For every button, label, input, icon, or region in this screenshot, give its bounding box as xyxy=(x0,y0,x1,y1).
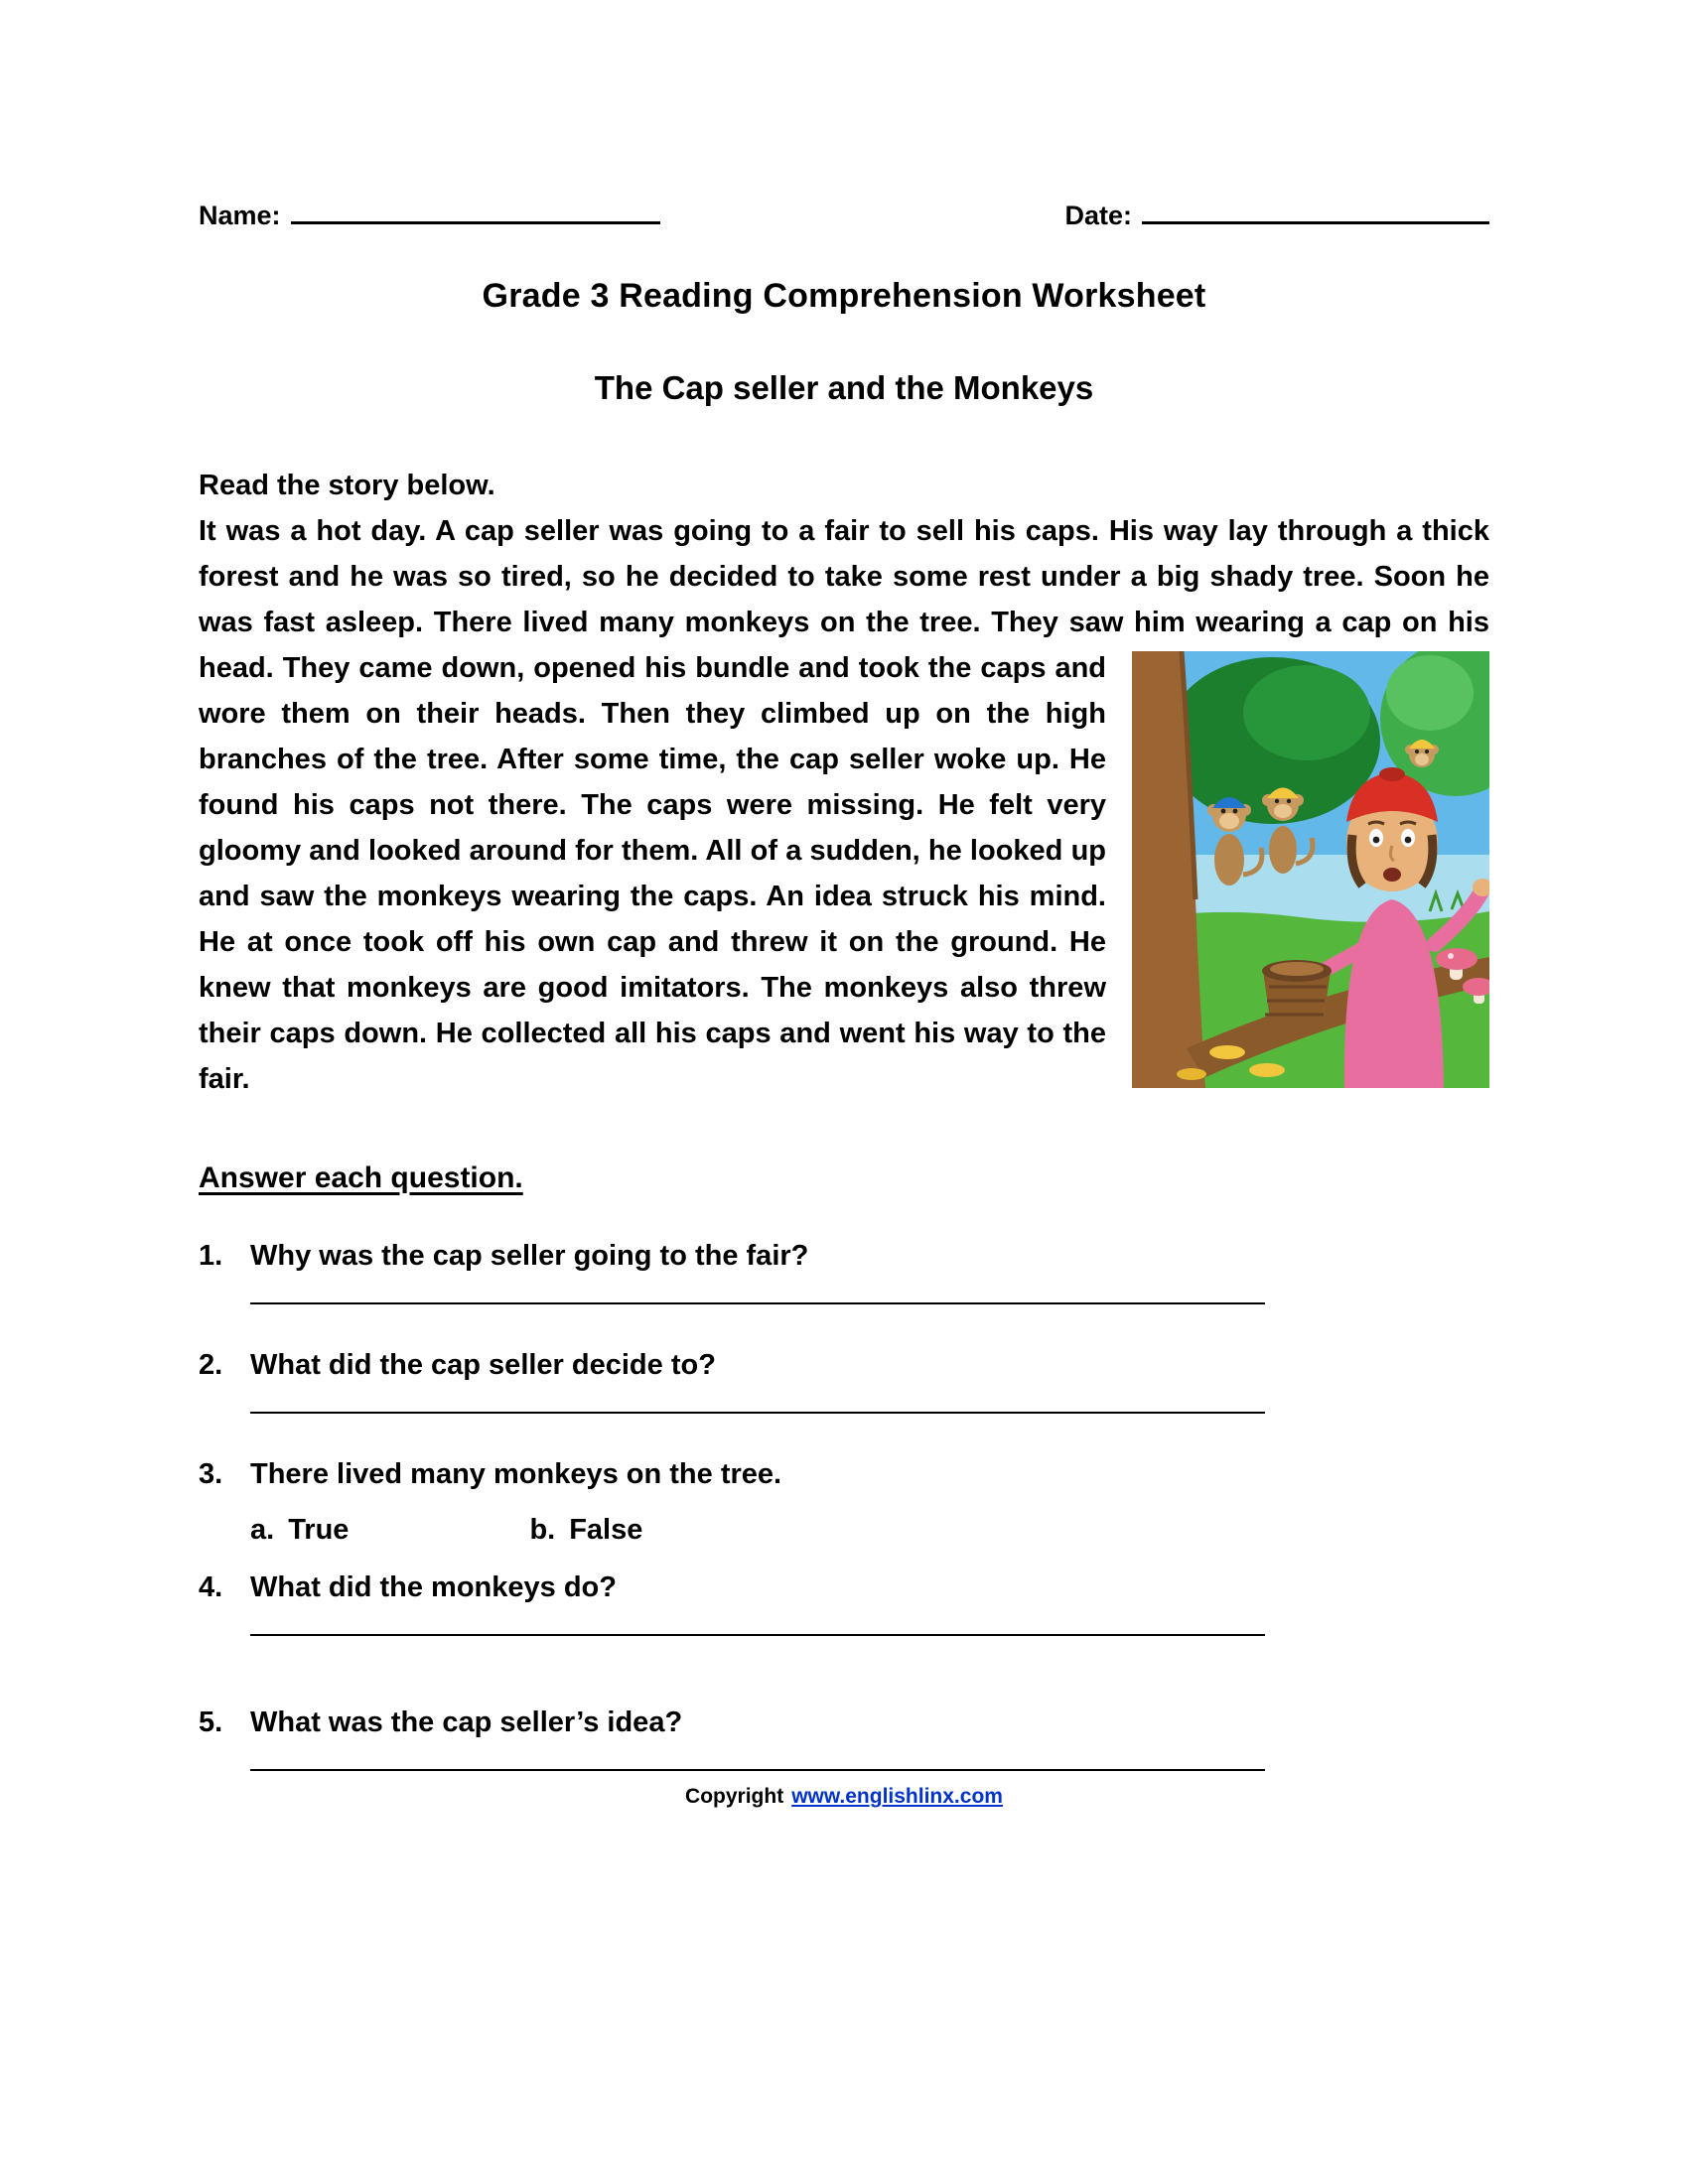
answer-line-2[interactable] xyxy=(250,1412,1265,1414)
answer-line-5[interactable] xyxy=(250,1769,1265,1771)
option-true-label: a. xyxy=(250,1514,275,1546)
answer-line-1[interactable] xyxy=(250,1302,1265,1304)
question-3-text: There lived many monkeys on the tree. xyxy=(250,1458,782,1490)
date-label: Date: xyxy=(1064,201,1132,230)
option-true[interactable] xyxy=(250,1507,349,1553)
name-date-row xyxy=(199,199,1489,231)
option-false-label: b. xyxy=(529,1514,556,1546)
question-1 xyxy=(199,1233,1489,1279)
question-5-text: What was the cap seller’s idea? xyxy=(250,1706,683,1738)
question-2-text: What did the cap seller decide to? xyxy=(250,1349,716,1381)
option-false-text: False xyxy=(569,1514,643,1546)
question-4-number: 4. xyxy=(199,1571,223,1603)
name-label: Name: xyxy=(199,201,281,230)
story-instruction: Read the story below. xyxy=(199,470,495,501)
questions-instruction: Answer each question. xyxy=(199,1161,523,1194)
story-illustration xyxy=(1132,651,1489,1088)
question-1-text: Why was the cap seller going to the fair? xyxy=(250,1240,809,1272)
option-true-text: True xyxy=(288,1514,350,1546)
question-2-number: 2. xyxy=(199,1349,223,1381)
footer xyxy=(199,1785,1489,1809)
option-false[interactable] xyxy=(529,1507,642,1553)
copyright-link[interactable]: www.englishlinx.com xyxy=(791,1785,1003,1808)
name-blank-line[interactable] xyxy=(291,199,660,224)
date-blank-line[interactable] xyxy=(1142,199,1489,224)
question-2 xyxy=(199,1342,1489,1388)
copyright-label: Copyright xyxy=(685,1785,784,1808)
page-title: Grade 3 Reading Comprehension Worksheet xyxy=(482,277,1206,315)
date-field xyxy=(1064,199,1489,231)
question-3-number: 3. xyxy=(199,1458,223,1490)
question-5-number: 5. xyxy=(199,1706,223,1738)
story-text xyxy=(199,508,1489,1102)
story-text-part1: It was a hot day. A cap seller was going to a fair to sell his caps. His way lay through a thick forest and he was so tired, so he decided to take some rest under a big shady tree. Soon he was fast asleep. There lived many monkeys on the tree. They saw him wearing a cap on his head. They came down, opened his xyxy=(199,515,1489,684)
question-3 xyxy=(199,1451,1489,1497)
question-1-number: 1. xyxy=(199,1240,223,1272)
answer-line-4[interactable] xyxy=(250,1634,1265,1636)
question-5 xyxy=(199,1700,1489,1745)
question-3-options xyxy=(250,1507,1489,1553)
basket xyxy=(1262,960,1332,1026)
question-4-text: What did the monkeys do? xyxy=(250,1571,617,1603)
story-section xyxy=(199,463,1489,1102)
story-text-part2: bundle and took the caps and wore them on their heads. Then they climbed up on the high branches of the tree. After some time, the cap seller woke up. He found his caps not there. The caps were missing. He felt very gloomy and looked around for them. All of a sudden, he looked up and saw the monkeys wearing the caps. An idea struck his mind. He at once took off his own cap and threw it on the ground. He knew that monkeys are good imitators. The monkeys also threw their caps down. He collected all his caps and went his way to the fair. xyxy=(199,652,1106,1095)
story-title: The Cap seller and the Monkeys xyxy=(594,369,1094,406)
name-field xyxy=(199,199,660,231)
question-4 xyxy=(199,1565,1489,1610)
